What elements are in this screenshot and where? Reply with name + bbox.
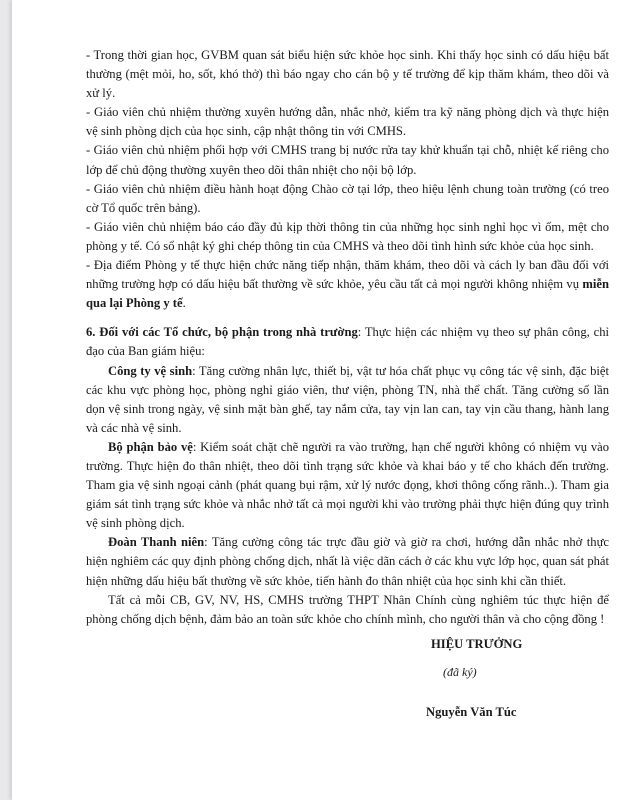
signature-block	[86, 635, 609, 725]
medical-room-end: .	[182, 296, 186, 311]
signature-title: HIỆU TRƯỞNG	[431, 636, 523, 651]
medical-room-text: - Địa điểm Phòng y tế thực hiện chức năng tiếp nhận, thăm khám, theo dõi và cách ly ban đầu đối với những trường hợp có dấu hiệu bất thường về sức khỏe, yêu cầu tất cả mọi người không nhiệm vụ	[86, 258, 609, 292]
section-6-text: : Thực hiện các nhiệm vụ theo sự phân công, chỉ đạo của Ban giám hiệu:	[86, 325, 610, 359]
unit-text: : Tăng cường công tác trực đầu giờ và giờ ra chơi, hướng dẫn nhắc nhở thực hiện nghiêm các quy định phòng chống dịch, nhất là việc dãn cách ở các khu vực lớp học, quan sát phát hiện những dấu hiệu bất thường về sức khỏe, tiến hành đo thân nhiệt của học sinh khi cần thiết.	[86, 535, 609, 588]
unit-name: Công ty vệ sinh	[108, 363, 193, 378]
paragraph-gvcn-flag-ceremony: - Giáo viên chủ nhiệm điều hành hoạt động Chào cờ tại lớp, theo hiệu lệnh chung toàn trường (có treo cờ Tổ quốc trên bảng).	[86, 181, 609, 215]
paragraph-gvbm-observation: - Trong thời gian học, GVBM quan sát biểu hiện sức khỏe học sinh. Khi thấy học sinh có dấu hiệu bất thường (mệt mỏi, ho, sốt, khó thở) thì báo ngay cho cán bộ y tế trường để kịp thăm khám, theo dõi và xử lý.	[86, 48, 609, 101]
unit-name: Bộ phận bảo vệ	[108, 439, 193, 454]
document-page	[12, 0, 641, 800]
signature-note: (đã ký)	[443, 664, 477, 679]
signature-name: Nguyễn Văn Túc	[426, 704, 517, 719]
closing-paragraph: Tất cả mỗi CB, GV, NV, HS, CMHS trường THPT Nhân Chính cùng nghiêm túc thực hiện để phòng chống dịch bệnh, đảm bảo an toàn sức khỏe cho chính mình, cho người thân và cho cộng đồng !	[86, 592, 609, 626]
unit-text: : Kiểm soát chặt chẽ người ra vào trường, hạn chế người không có nhiệm vụ vào trường. Thực hiện đo thân nhiệt, theo dõi tình trạng sức khỏe và khai báo y tế cho khách đến trường. Tham gia vệ sinh ngoại cảnh (phát quang bụi rậm, xử lý nước đọng, khơi thông cống rãnh..). Tham gia giám sát tình trạng sức khỏe và nhắc nhở tất cả mọi người khi vào trường phải thực hiện đúng quy trình vệ sinh phòng dịch.	[86, 439, 610, 531]
unit-security	[86, 438, 609, 533]
paragraph-gvcn-reporting: - Giáo viên chủ nhiệm báo cáo đầy đủ kịp thời thông tin của những học sinh nghỉ học vì ốm, mệt cho phòng y tế. Có sổ nhật ký ghi chép thông tin của CMHS và theo dõi tình hình sức khỏe của học sinh.	[86, 219, 609, 253]
unit-text: : Tăng cường nhân lực, thiết bị, vật tư hóa chất phục vụ công tác vệ sinh, đặc biệt các khu vực phòng học, phòng nghỉ giáo viên, thư viện, phòng TN, nhà thể chất. Tăng cường số lần dọn vệ sinh trong ngày, vệ sinh mặt bàn ghế, tay nắm cửa, tay vịn lan can, tay vịn cầu thang, hành lang và các nhà vệ sinh.	[86, 363, 609, 435]
paragraph-medical-room	[86, 256, 609, 313]
paragraph-gvcn-guidance: - Giáo viên chủ nhiệm thường xuyên hướng dẫn, nhắc nhở, kiểm tra kỹ năng phòng dịch và thực hiện vệ sinh phòng dịch của học sinh, cập nhật thông tin với CMHS.	[86, 105, 609, 139]
unit-youth-union	[86, 533, 609, 590]
section-6	[86, 323, 609, 361]
paragraph-gvcn-equipment: - Giáo viên chủ nhiệm phối hợp với CMHS trang bị nước rửa tay khử khuẩn tại chỗ, nhiệt kế riêng cho lớp để chủ động thường xuyên theo dõi thân nhiệt cho nội bộ lớp.	[86, 143, 609, 177]
document-body	[86, 46, 609, 725]
unit-cleaning-company	[86, 362, 609, 438]
unit-name: Đoàn Thanh niên	[108, 535, 205, 550]
medical-room-emphasis: miễn qua lại Phòng y tế	[86, 277, 609, 311]
section-6-heading: 6. Đối với các Tổ chức, bộ phận trong nhà trường	[86, 325, 358, 340]
